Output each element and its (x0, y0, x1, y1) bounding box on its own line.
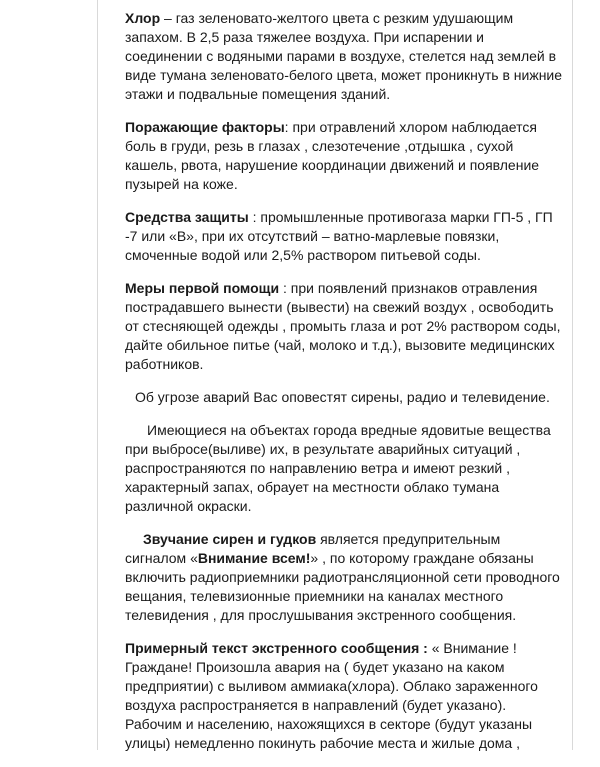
paragraph-text: является предупрительным сигналом « (125, 531, 501, 566)
term-sirens: Звучание сирен и гудков (143, 531, 317, 547)
term-protection: Средства защиты (125, 209, 249, 225)
paragraph-chlorine (125, 9, 565, 104)
page-edge-left (97, 0, 98, 750)
paragraph-sirens (125, 530, 565, 625)
page-edge-right (572, 0, 573, 750)
document-body (125, 9, 565, 767)
paragraph-text: – газ зеленовато-желтого цвета с резким удушающим запахом. В 2,5 раза тяжелее воздуха. При испарении и соединении с водяными парами в воздухе, стелется над землей в виде тумана зеленовато-белого цвета, может проникнуть в нижние этажи и подвальные помещения зданий. (125, 10, 563, 102)
paragraph-text: Об угрозе аварий Вас оповестят сирены, радио и телевидение. (135, 389, 550, 405)
term-damaging-factors: Поражающие факторы (125, 119, 285, 135)
paragraph-text: : при отравлений хлором наблюдается боль в груди, резь в глазах , слезотечение ,отдышка , сухой кашель, рвота, нарушение координации движений и появление пузырей на коже. (125, 119, 540, 192)
paragraph-text: Имеющиеся на объектах города вредные ядовитые вещества при выбросе(выливе) их, в результате аварийных ситуаций , распространяются по направлению ветра и имеют резкий , характерный запах, обраует на местности облако тумана различной окраски. (125, 422, 551, 514)
term-first-aid: Меры первой помощи (125, 280, 280, 296)
paragraph-text: » , по которому граждане обязаны включить радиоприемники радиотрансляционной сети проводного вещания, телевизионные приемники на каналах местного телевидения , для прослушывания экстренного сообщения. (125, 550, 560, 623)
term-attention-all: Внимание всем! (197, 550, 311, 566)
paragraph-warning-notice (125, 388, 565, 407)
paragraph-protection (125, 208, 565, 265)
term-emergency-message: Примерный текст экстренного сообщения : (125, 640, 428, 656)
paragraph-first-aid (125, 279, 565, 374)
paragraph-damaging-factors (125, 118, 565, 194)
paragraph-emergency-message (125, 639, 565, 753)
paragraph-text: : при появлений признаков отравления пострадавшего вынести (вывести) на свежий воздух , освободить от стесняющей одежды , промыть глаза и рот 2% раствором соды, дайте обильное питье (чай, молоко и т.д.), вызовите медицинских работников. (125, 280, 561, 372)
term-chlorine: Хлор (125, 10, 161, 26)
paragraph-text: « Внимание ! Граждане! Произошла авария на ( будет указано на каком предприятии) с выливом аммиака(хлора). Облако зараженного воздуха распространяется в направлений (будет указано). Рабочим и населению, нахожящихся в секторе (будут указаны улицы) немедленно покинуть рабочие места и жилые дома , (125, 640, 538, 751)
paragraph-text: : промышленные противогаза марки ГП-5 , ГП -7 или «В», при их отсутствий – ватно-марлевые повязки, смоченные водой или 2,5% раствором питьевой соды. (125, 209, 553, 263)
paragraph-toxic-substances (125, 421, 565, 516)
